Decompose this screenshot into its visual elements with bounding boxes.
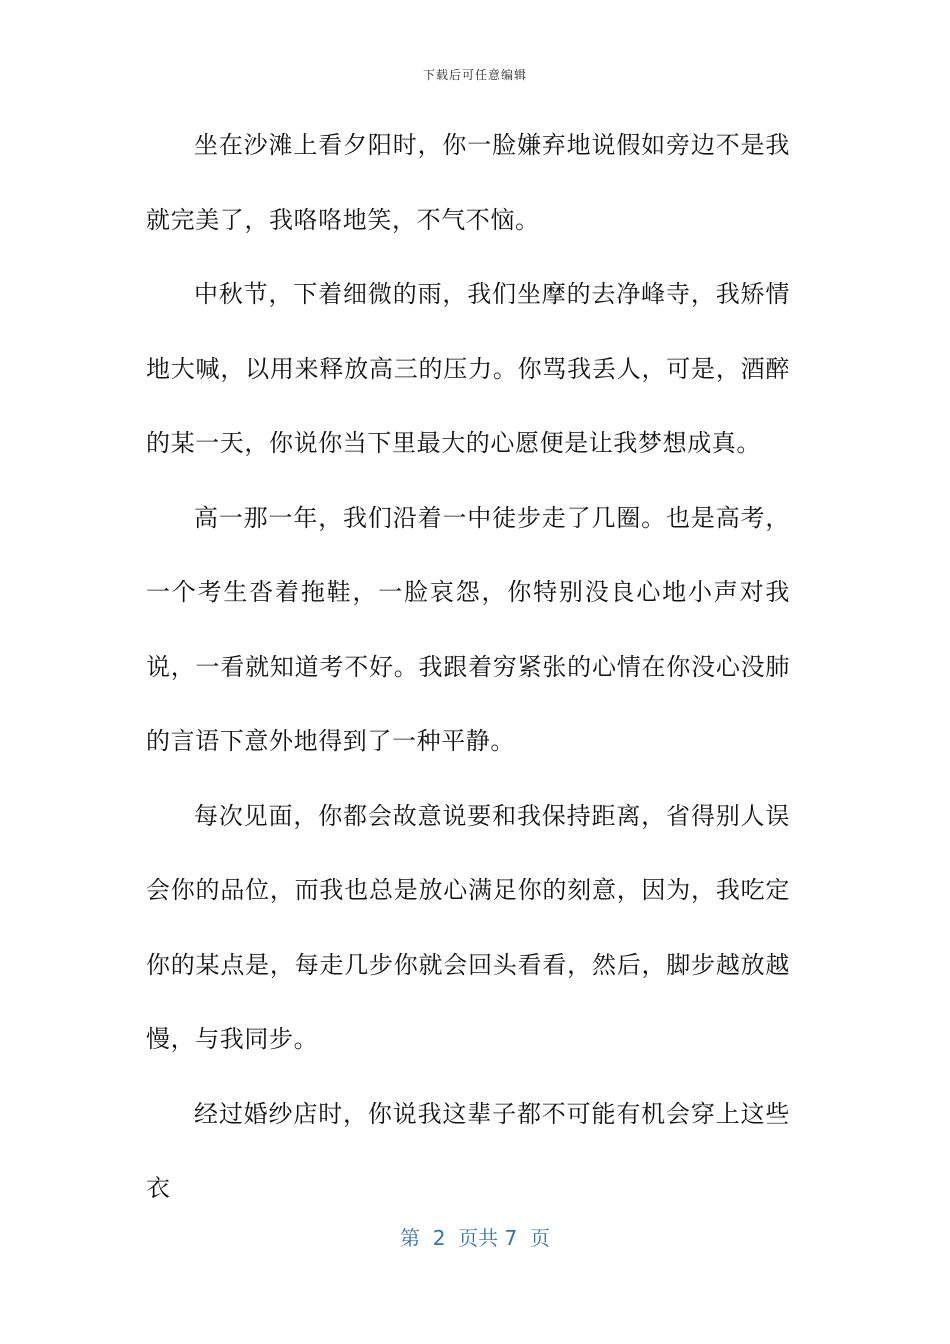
document-body [146, 108, 790, 1226]
paragraph: 高一那一年，我们沿着一中徒步走了几圈。也是高考，一个考生沓着拖鞋，一脸哀怨，你特别没良心地小声对我说，一看就知道考不好。我跟着穷紧张的心情在你没心没肺的言语下意外地得到了一种平静。 [146, 503, 790, 755]
paragraph: 经过婚纱店时，你说我这辈子都不可能有机会穿上这些衣 [146, 1099, 790, 1202]
page-number-footer: 第 2 页共 7 页 [400, 1226, 550, 1250]
page-header: 下载后可任意编辑 [422, 68, 527, 82]
paragraph: 中秋节，下着细微的雨，我们坐摩的去净峰寺，我矫情地大喊，以用来释放高三的压力。你骂我丢人，可是，酒醉的某一天，你说你当下里最大的心愿便是让我梦想成真。 [146, 280, 790, 457]
paragraph: 每次见面，你都会故意说要和我保持距离，省得别人误会你的品位，而我也总是放心满足你的刻意，因为，我吃定你的某点是，每走几步你就会回头看看，然后，脚步越放越慢，与我同步。 [146, 801, 790, 1053]
paragraph: 坐在沙滩上看夕阳时，你一脸嫌弃地说假如旁边不是我就完美了，我咯咯地笑，不气不恼。 [146, 131, 790, 234]
